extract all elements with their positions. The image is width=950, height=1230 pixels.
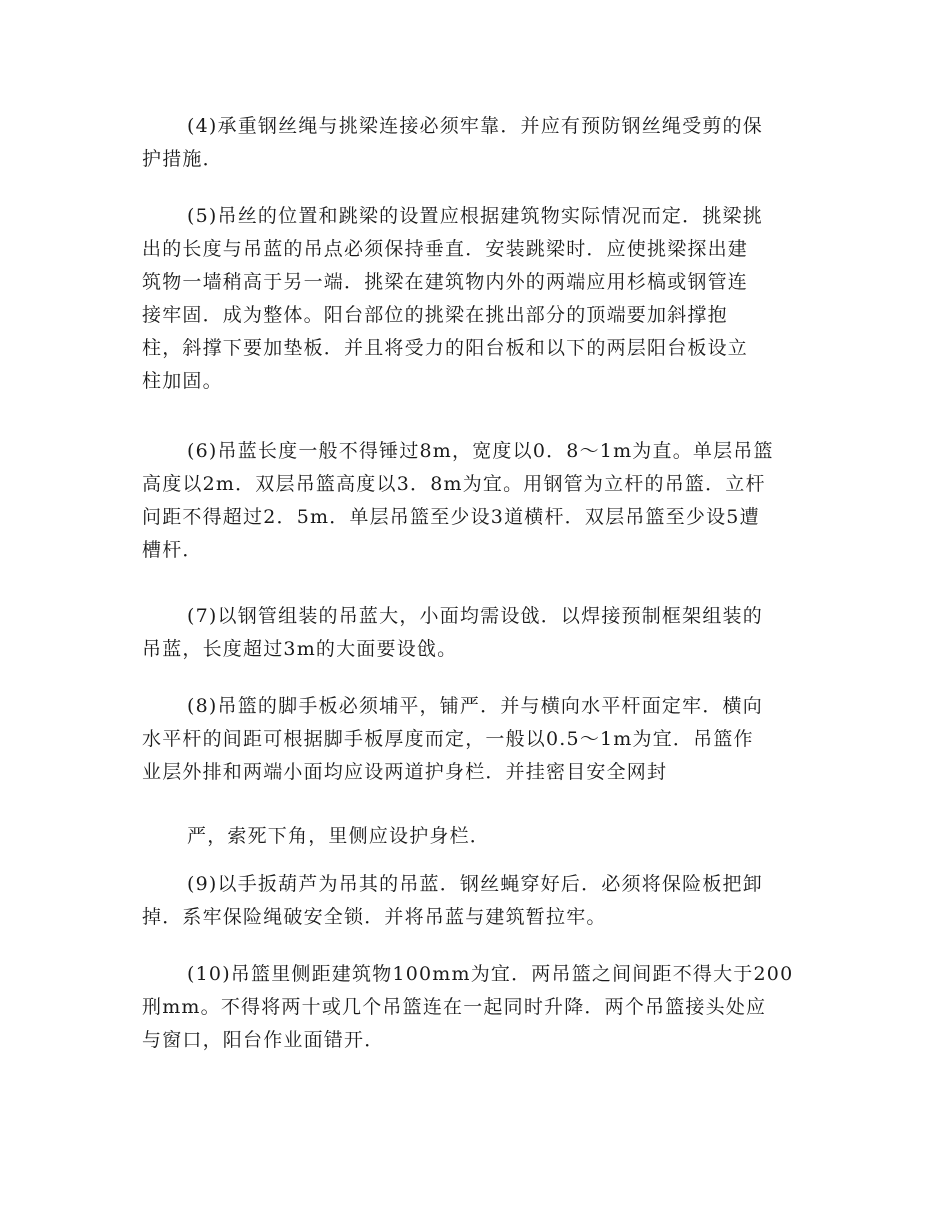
paragraph-line: (6)吊蓝长度一般不得锤过8m，宽度以0．8～1m为直。单层吊篮	[187, 440, 774, 462]
paragraph-line: 问距不得超过2．5m．单层吊篮至少设3道横杆．双层吊篮至少设5遭	[142, 506, 760, 528]
paragraph-line: 刑mm。不得将两十或几个吊篮连在一起同时升降．两个吊篮接头处应	[142, 996, 767, 1018]
paragraph-6	[142, 435, 822, 567]
paragraph-line: (4)承重钢丝绳与挑梁连接必须牢靠．并应有预防钢丝绳受剪的保	[187, 115, 763, 137]
paragraph-line: (5)吊丝的位置和跳梁的设置应根据建筑物实际情况而定．挑梁挑	[187, 205, 763, 227]
paragraph-line: 柱加固。	[142, 370, 223, 392]
paragraph-line: 柱，斜撑下要加垫板．并且将受力的阳台板和以下的两层阳台板设立	[142, 337, 749, 359]
paragraph-line: 业层外排和两端小面均应设两道护身栏．并挂密目安全网封	[142, 761, 668, 783]
paragraph-7	[142, 600, 822, 666]
paragraph-8	[142, 690, 822, 789]
paragraph-line: (9)以手扳葫芦为吊其的吊蓝．钢丝蝇穿好后．必须将保险板把卸	[187, 873, 763, 895]
paragraph-line: 掉．系牢保险绳破安全锁．并将吊蓝与建筑暂拉牢。	[142, 906, 607, 928]
paragraph-4	[142, 110, 822, 176]
paragraph-line: (10)吊篮里侧距建筑物100mm为宜．两吊篮之间间距不得大于200	[187, 963, 794, 985]
paragraph-10	[142, 958, 822, 1057]
paragraph-8-continuation	[142, 820, 822, 853]
paragraph-line: 出的长度与吊蓝的吊点必须保持垂直．安装跳梁时．应使挑梁探出建	[142, 238, 749, 260]
paragraph-line: 严，索死下角，里侧应设护身栏．	[187, 825, 491, 847]
paragraph-line: 高度以2m．双层吊篮高度以3．8m为宜。用钢管为立杆的吊篮．立杆	[142, 473, 766, 495]
paragraph-line: 吊蓝，长度超过3m的大面要设戗。	[142, 638, 458, 660]
paragraph-9	[142, 868, 822, 934]
paragraph-line: (7)以钢管组装的吊蓝大，小面均需设戗．以焊接预制框架组装的	[187, 605, 763, 627]
paragraph-line: 槽杆．	[142, 539, 203, 561]
paragraph-5	[142, 200, 822, 398]
paragraph-line: 护措施．	[142, 148, 223, 170]
paragraph-line: 筑物一墙稍高于另一端．挑梁在建筑物内外的两端应用杉槁或钢管连	[142, 271, 749, 293]
paragraph-line: (8)吊篮的脚手板必须埔平，铺严．并与横向水平杆面定牢．横向	[187, 695, 763, 717]
paragraph-line: 接牢固．成为整体。阳台部位的挑梁在挑出部分的顶端要加斜撑抱	[142, 304, 728, 326]
paragraph-line: 水平杆的间距可根据脚手板厚度而定，一般以0.5～1m为宜．吊篮作	[142, 728, 754, 750]
paragraph-line: 与窗口，阳台作业面错开．	[142, 1029, 385, 1051]
